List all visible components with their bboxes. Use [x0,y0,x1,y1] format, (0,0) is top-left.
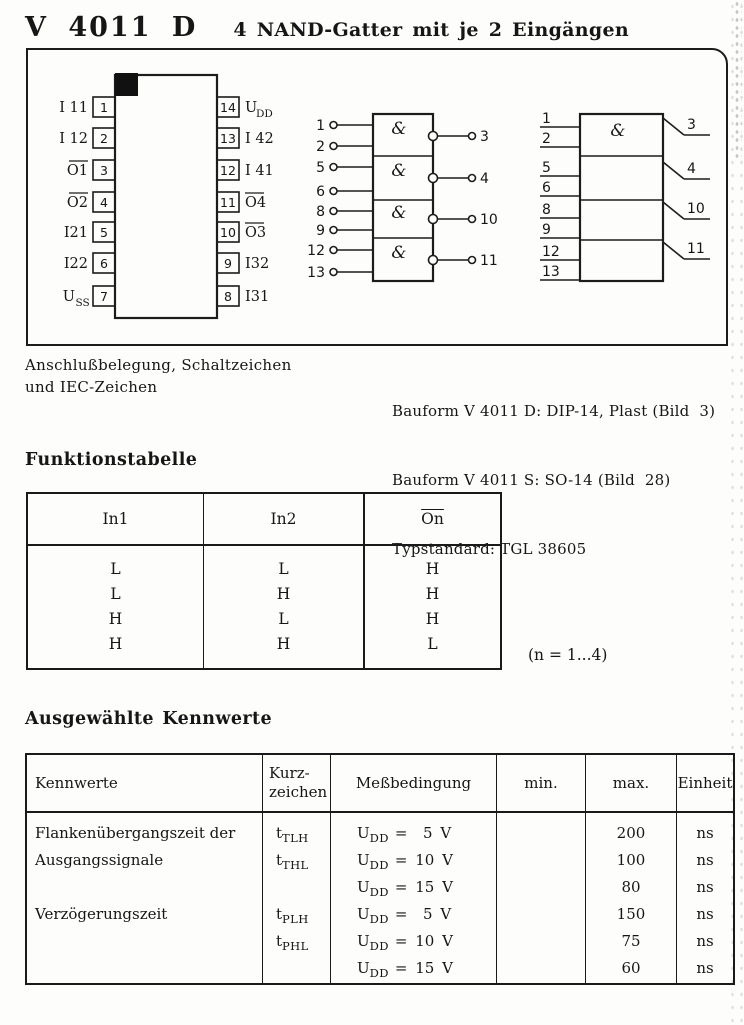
table-cell: Verzögerungszeit [35,905,168,923]
output-terminal [469,175,476,182]
symbol-column [262,813,330,983]
iec-input-number: 8 [542,202,551,218]
condition-base: U [357,851,370,869]
pin-label: O3 [245,225,267,241]
kennwerte-header-row [27,755,733,813]
inversion-bubble [429,256,438,265]
pin-label: I31 [245,289,270,305]
table-cell [276,820,330,847]
page-header [25,12,629,43]
dip-pinout-diagram [59,73,274,318]
condition-subscript: DD [369,939,389,953]
input-terminal [330,122,337,129]
output-terminal [469,216,476,223]
pin-number: 7 [100,289,108,304]
table-cell: 80 [621,878,641,896]
input-number: 5 [316,160,325,176]
pin1-marker [115,73,138,96]
header-line: zeichen [269,783,328,801]
caption-line: Typstandard: TGL 38605 [392,540,587,558]
symbol-subscript: THL [282,858,309,872]
condition-base: U [357,959,370,977]
table-cell [497,874,585,901]
table-cell: ns [696,932,714,950]
condition-value: = 15 V [394,878,453,896]
header-line: Kurz- [269,764,310,782]
function-table-body [28,546,500,668]
table-cell: 150 [616,905,646,923]
table-cell [357,874,496,901]
condition-value: = 10 V [394,932,453,950]
column-header-messbedingung: Meßbedingung [330,755,496,811]
condition-subscript: DD [369,831,389,845]
output-terminal [469,257,476,264]
table-cell [357,847,496,874]
table-cell: L [110,585,121,603]
pin-number: 9 [224,256,232,271]
input-number: 9 [316,223,325,239]
kennwerte-heading: Ausgewählte Kennwerte [25,709,273,729]
symbol-base: t [276,932,283,950]
table-cell: 100 [616,851,646,869]
condition-value: = 5 V [394,905,452,923]
iec-input-number: 6 [542,180,551,196]
table-cell: ns [696,878,714,896]
and-symbol: & [391,203,407,223]
table-cell: ns [696,824,714,842]
table-cell: H [276,585,291,603]
input-number: 1 [316,118,325,134]
table-cell: ns [696,851,714,869]
and-symbol: & [610,121,626,141]
column-header-in2: In2 [203,494,363,544]
table-cell: Flankenübergangszeit der [35,824,236,842]
condition-subscript: DD [369,912,389,926]
condition-subscript: DD [369,966,389,980]
inversion-bubble [429,132,438,141]
nand-schematic-diagram [307,114,498,281]
iec-output-slash [663,242,684,259]
table-cell [497,955,585,982]
pin-number: 10 [220,225,236,240]
iec-input-number: 12 [542,244,560,260]
overlined-label: $\overline{On}$ [421,510,444,528]
symbol-subscript: PHL [282,939,309,953]
input-terminal [330,269,337,276]
table-cell: H [108,610,123,628]
table-cell [276,901,330,928]
pin-number: 13 [220,131,236,146]
table-cell: 75 [621,932,641,950]
condition-subscript: DD [369,885,389,899]
input-number: 2 [316,139,325,155]
iec-input-number: 2 [542,131,551,147]
scan-noise-top [734,0,742,160]
condition-column [330,813,496,983]
pin-label: I21 [63,225,88,241]
iec-input-number: 13 [542,264,560,280]
table-cell [276,928,330,955]
output-number: 10 [480,212,498,228]
iec-output-slash [663,118,684,135]
pin-number: 4 [100,195,108,210]
output-number: 11 [480,253,498,269]
symbol-base: t [276,905,283,923]
column-header-einheit: Einheit [676,755,733,811]
condition-value: = 5 V [394,824,452,842]
iec-input-number: 1 [542,111,551,127]
kennwerte-name-column [27,813,262,983]
table-cell [357,820,496,847]
min-column [496,813,585,983]
pin-label-subscript: SS [75,297,90,309]
iec-output-number: 4 [687,161,696,177]
table-cell: Ausgangssignale [35,851,164,869]
table-cell: H [276,635,291,653]
table-cell [497,901,585,928]
table-cell [357,955,496,982]
caption-line: Bauform V 4011 S: SO-14 (Bild 28) [392,471,671,489]
condition-base: U [357,932,370,950]
table-cell [357,928,496,955]
table-cell: 60 [621,959,641,977]
condition-base: U [357,905,370,923]
table-cell [35,874,262,901]
table-cell [497,928,585,955]
figure-caption-left [25,354,292,398]
figure-svg [28,50,722,340]
dip-body [115,75,217,318]
condition-base: U [357,878,370,896]
page-title: 4 NAND-Gatter mit je 2 Eingängen [233,19,629,41]
kennwerte-table [25,753,735,985]
output-terminal [469,133,476,140]
condition-value: = 10 V [394,851,453,869]
output-number: 4 [480,171,489,187]
table-cell [357,901,496,928]
pin-number: 11 [220,195,236,210]
in2-column [203,546,363,668]
caption-line: und IEC-Zeichen [25,378,158,396]
and-symbol: & [391,161,407,181]
table-cell: ns [696,959,714,977]
condition-value: = 15 V [394,959,453,977]
iec-output-number: 11 [687,241,705,257]
table-cell: L [427,635,438,653]
max-column [585,813,676,983]
table-cell [276,847,330,874]
symbol-subscript: TLH [282,831,309,845]
iec-output-slash [663,162,684,179]
in1-column [28,546,203,668]
output-number: 3 [480,129,489,145]
and-symbol: & [391,119,407,139]
figure-box [26,48,728,346]
pin-label: O1 [66,163,88,179]
table-cell: ns [696,905,714,923]
input-number: 8 [316,204,325,220]
on-column [363,546,500,668]
column-header-kurzzeichen [262,755,330,811]
symbol-subscript: PLH [282,912,309,926]
input-terminal [330,247,337,254]
table-cell [35,928,262,955]
pin-number: 8 [224,289,232,304]
iec-output-number: 3 [687,117,696,133]
pin-number: 2 [100,131,108,146]
iec-input-number: 5 [542,160,551,176]
table-cell: L [278,610,289,628]
iec-input-number: 9 [542,222,551,238]
table-cell: 200 [616,824,646,842]
pin-label: I 12 [59,131,88,147]
input-terminal [330,143,337,150]
table-cell: H [425,610,440,628]
pin-number: 3 [100,163,108,178]
pin-label: I 41 [245,163,274,179]
column-header-min: min. [496,755,585,811]
function-table-heading: Funktionstabelle [25,450,198,470]
table-cell: L [110,560,121,578]
symbol-base: t [276,824,283,842]
table-cell [35,955,262,982]
table-cell [276,955,330,982]
input-number: 6 [316,184,325,200]
input-number: 13 [307,265,325,281]
table-cell [497,820,585,847]
input-terminal [330,227,337,234]
pin-label: I 11 [59,100,88,116]
column-header-on [363,494,500,544]
table-cell: H [425,585,440,603]
input-terminal [330,208,337,215]
pin-label: O4 [245,195,267,211]
condition-base: U [357,824,370,842]
input-terminal [330,188,337,195]
iec-output-slash [663,202,684,219]
function-table-header-row [28,494,500,546]
table-note: (n = 1...4) [528,646,608,664]
pin-number: 14 [220,100,236,115]
iec-symbol-diagram [540,111,710,281]
column-header-max: max. [585,755,676,811]
and-symbol: & [391,243,407,263]
table-cell: L [278,560,289,578]
pin-label: U [62,289,75,305]
table-cell: H [425,560,440,578]
inversion-bubble [429,215,438,224]
pin-label-subscript: DD [256,108,273,120]
condition-subscript: DD [369,858,389,872]
inversion-bubble [429,174,438,183]
table-cell [497,847,585,874]
pin-label: I32 [245,256,270,272]
pin-number: 1 [100,100,108,115]
table-cell [276,874,330,901]
pin-label: O2 [66,195,88,211]
table-cell: H [108,635,123,653]
pin-number: 5 [100,225,108,240]
pin-number: 12 [220,163,236,178]
caption-line: Bauform V 4011 D: DIP-14, Plast (Bild 3) [392,402,716,420]
iec-output-number: 10 [687,201,705,217]
pin-label: I22 [63,256,88,272]
symbol-base: t [276,851,283,869]
input-terminal [330,164,337,171]
function-table [26,492,502,670]
kennwerte-body [27,813,733,983]
column-header-kennwerte: Kennwerte [35,774,118,792]
unit-column [676,813,733,983]
pin-label: I 42 [245,131,274,147]
input-number: 12 [307,243,325,259]
part-number: V 4011 D [25,12,198,43]
column-header-in1: In1 [102,510,129,528]
pin-number: 6 [100,256,108,271]
caption-line: Anschlußbelegung, Schaltzeichen [25,356,292,374]
pin-label: U [245,100,258,116]
